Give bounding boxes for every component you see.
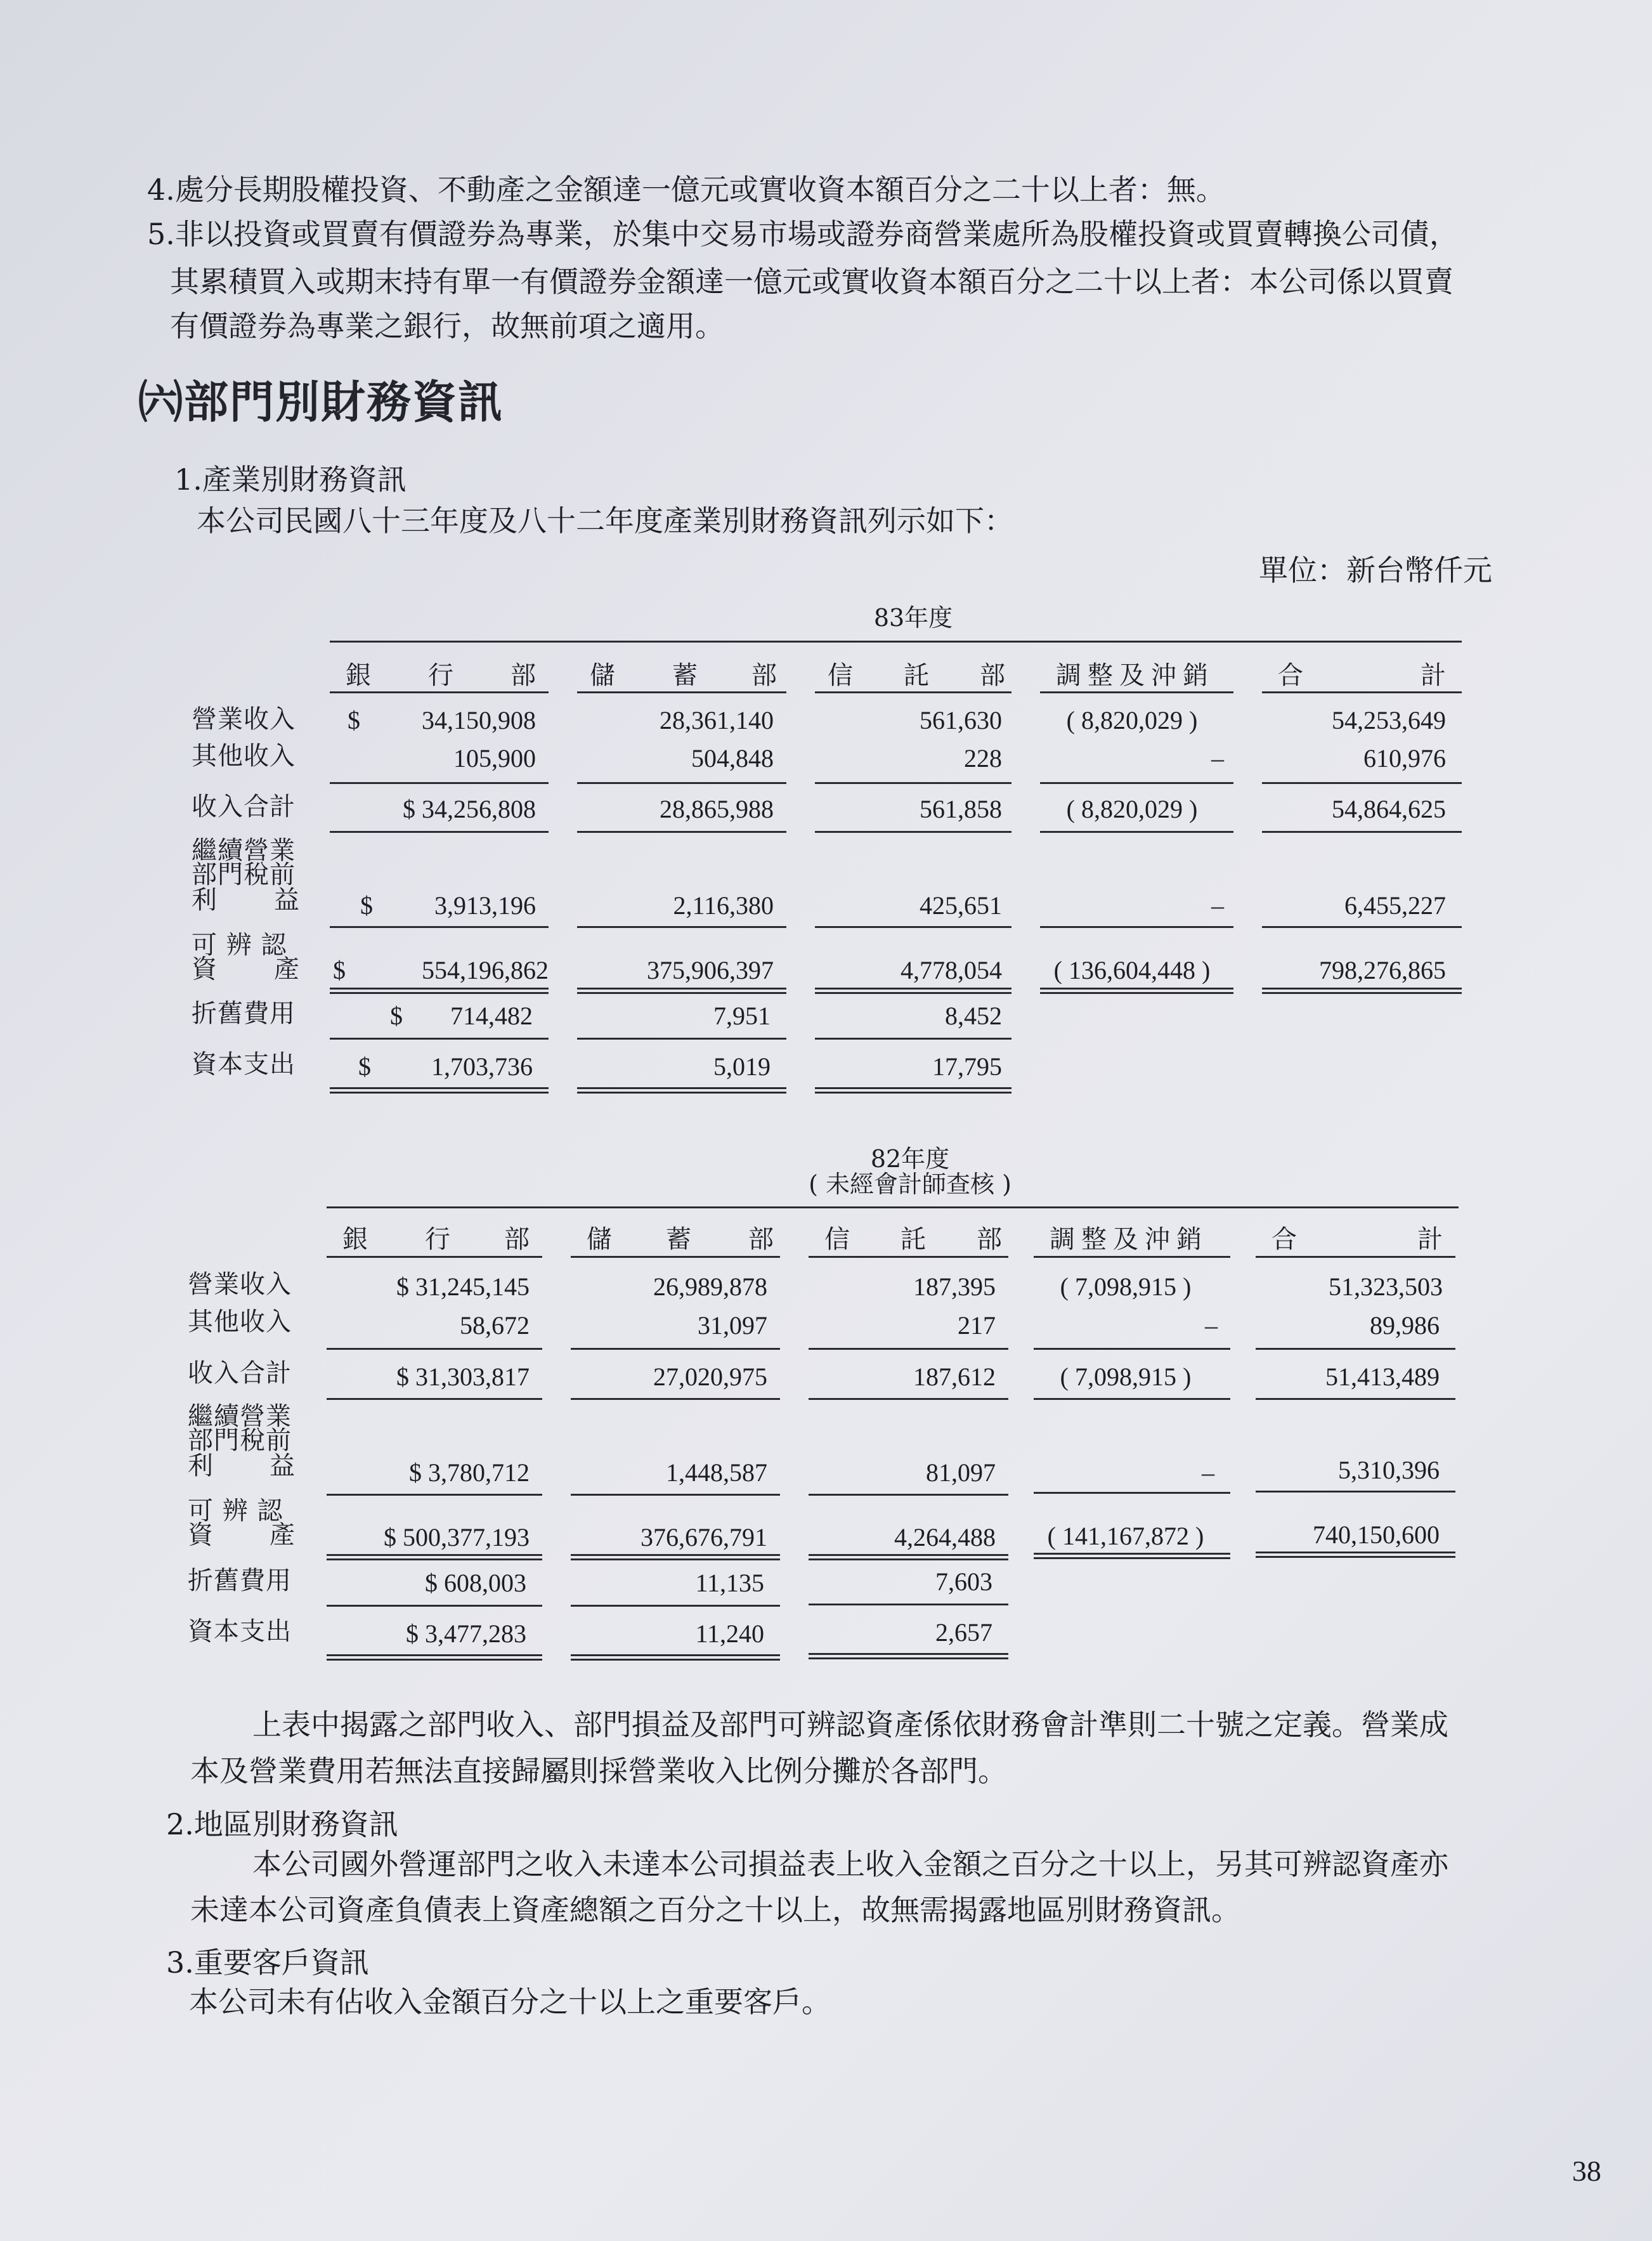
col-trust-char2: 託 — [901, 1225, 926, 1254]
underline — [1262, 782, 1462, 784]
underline — [577, 1038, 786, 1040]
underline — [1034, 1348, 1230, 1350]
cell-trust: 81,097 — [926, 1458, 996, 1487]
row-label-assets-l2a: 資 — [192, 955, 218, 984]
underline — [330, 782, 549, 784]
underline — [1262, 926, 1462, 928]
row-label-capex: 資本支出 — [192, 1050, 296, 1079]
cell-trust: 425,651 — [920, 891, 1002, 920]
item-4-text: 4.處分長期股權投資、不動產之金額達一億元或實收資本額百分之二十以上者：無。 — [147, 173, 1225, 207]
cell-adjust: ( 8,820,029 ) — [1066, 706, 1198, 735]
underline — [809, 1398, 1008, 1400]
dollar-sign: $ — [348, 706, 360, 735]
col-bank-char1: 銀 — [342, 1225, 368, 1254]
underline — [577, 782, 786, 784]
cell-trust: 17,795 — [932, 1052, 1002, 1081]
table-83-header-underline-savings — [577, 691, 786, 693]
unit-label: 單位：新台幣仟元 — [1259, 553, 1492, 587]
cell-adjust: – — [1211, 744, 1224, 773]
cell-adjust: ( 7,098,915 ) — [1060, 1362, 1192, 1391]
underline — [327, 1605, 542, 1607]
col-adjust: 調整及沖銷 — [1050, 1225, 1208, 1254]
cell-adjust: ( 141,167,872 ) — [1047, 1522, 1204, 1550]
underline — [571, 1494, 780, 1496]
row-label-depreciation: 折舊費用 — [192, 999, 296, 1028]
row-label-op-income: 營業收入 — [192, 705, 296, 734]
cell-total: 610,976 — [1363, 744, 1446, 773]
table-83-header-underline-adjust — [1040, 691, 1233, 693]
underline — [815, 1038, 1011, 1040]
cell-total: 51,413,489 — [1325, 1362, 1440, 1391]
cell-savings: 376,676,791 — [641, 1523, 767, 1552]
double-underline — [571, 1654, 780, 1661]
underline — [577, 926, 786, 928]
cell-trust: 187,395 — [913, 1272, 996, 1301]
row-label-op-income: 營業收入 — [188, 1270, 292, 1299]
col-bank-char3: 部 — [504, 1225, 530, 1254]
table-82-header-underline-bank — [327, 1256, 542, 1258]
col-total-char2: 計 — [1421, 661, 1446, 690]
row-label-assets-l1: 可 辨 認 — [188, 1496, 283, 1526]
cell-total: 51,323,503 — [1329, 1272, 1443, 1301]
cell-adjust: ( 136,604,448 ) — [1053, 956, 1211, 984]
table-83-year: 83年度 — [873, 604, 953, 632]
underline — [1256, 1491, 1455, 1493]
row-label-pretax-l2: 部門稅前 — [192, 860, 296, 889]
underline — [327, 1494, 542, 1496]
dollar-sign: $ — [333, 956, 346, 984]
cell-adjust: ( 8,820,029 ) — [1066, 795, 1198, 823]
cell-trust: 187,612 — [913, 1362, 996, 1391]
col-bank-char1: 銀 — [346, 661, 371, 690]
footnote-line-1: 上表中揭露之部門收入、部門損益及部門可辨認資產係依財務會計準則二十號之定義。營業成 — [252, 1708, 1448, 1742]
underline — [327, 1348, 542, 1350]
col-trust-char3: 部 — [977, 1225, 1002, 1254]
underline — [577, 831, 786, 833]
cell-bank: 1,703,736 — [431, 1052, 533, 1081]
row-label-assets-l2a: 資 — [188, 1520, 214, 1550]
col-total-char1: 合 — [1272, 1225, 1297, 1254]
footnote-line-2: 本及營業費用若無法直接歸屬則採營業收入比例分攤於各部門。 — [190, 1754, 1007, 1788]
underline — [1262, 831, 1462, 833]
underline — [1034, 1398, 1230, 1400]
double-underline — [1034, 1553, 1230, 1559]
cell-bank: $ 31,303,817 — [396, 1362, 530, 1391]
cell-bank: 554,196,862 — [422, 956, 549, 984]
underline — [809, 1348, 1008, 1350]
row-label-other-income: 其他收入 — [192, 742, 296, 771]
cell-savings: 11,135 — [695, 1569, 764, 1597]
cell-adjust: – — [1205, 1311, 1218, 1340]
cell-trust: 217 — [958, 1311, 996, 1340]
cell-trust: 8,452 — [945, 1002, 1002, 1030]
row-label-depreciation: 折舊費用 — [188, 1566, 292, 1595]
cell-savings: 5,019 — [713, 1052, 771, 1081]
cell-total: 798,276,865 — [1319, 956, 1446, 984]
col-bank-char3: 部 — [511, 661, 536, 690]
cell-total: 740,150,600 — [1313, 1520, 1440, 1549]
row-label-pretax-l3b: 益 — [274, 885, 300, 915]
row-label-pretax-l3b: 益 — [270, 1451, 296, 1480]
item-5-line-1: 5.非以投資或買賣有價證券為專業，於集中交易市場或證券商營業處所為股權投資或買賣轉換公司債， — [147, 217, 1459, 251]
underline — [1256, 1398, 1455, 1400]
cell-bank: $ 3,477,283 — [406, 1619, 526, 1648]
col-total-char1: 合 — [1278, 661, 1303, 690]
table-83-top-rule — [330, 641, 1462, 643]
item-5-line-2: 其累積買入或期末持有單一有價證券金額達一億元或實收資本額百分之二十以上者：本公司係以買賣 — [170, 265, 1454, 299]
double-underline — [577, 988, 786, 994]
col-adjust: 調整及沖銷 — [1056, 661, 1214, 690]
cell-trust: 7,603 — [935, 1567, 992, 1596]
double-underline — [327, 1554, 542, 1560]
item-5-line-3: 有價證券為專業之銀行，故無前項之適用。 — [170, 309, 724, 343]
row-label-pretax-l3a: 利 — [188, 1451, 214, 1480]
cell-savings: 1,448,587 — [666, 1458, 767, 1487]
underline — [1256, 1348, 1455, 1350]
cell-savings: 31,097 — [698, 1311, 767, 1340]
underline — [809, 1604, 1008, 1605]
double-underline — [809, 1653, 1008, 1659]
cell-savings: 11,240 — [695, 1619, 764, 1648]
row-label-assets-l1: 可 辨 認 — [192, 931, 287, 960]
underline — [330, 831, 549, 833]
double-underline — [815, 1087, 1011, 1094]
dollar-sign: $ — [390, 1002, 403, 1030]
cell-bank: 105,900 — [453, 744, 536, 773]
cell-adjust: – — [1202, 1458, 1214, 1487]
section-2-line-2: 未達本公司資產負債表上資產總額之百分之十以上，故無需揭露地區別財務資訊。 — [190, 1893, 1240, 1927]
row-label-assets-l2b: 產 — [270, 1520, 296, 1550]
underline — [815, 926, 1011, 928]
section-1-title: 1.產業別財務資訊 — [174, 462, 406, 497]
double-underline — [1256, 1552, 1455, 1558]
cell-savings: 2,116,380 — [673, 891, 774, 920]
row-label-total-income: 收入合計 — [192, 792, 296, 821]
table-82-top-rule — [327, 1206, 1459, 1208]
cell-savings: 7,951 — [713, 1002, 771, 1030]
col-trust-char1: 信 — [824, 1225, 850, 1254]
double-underline — [571, 1554, 780, 1560]
col-savings-char2: 蓄 — [666, 1225, 691, 1254]
cell-bank: $ 500,377,193 — [384, 1523, 530, 1552]
double-underline — [330, 988, 549, 994]
cell-total: 89,986 — [1370, 1311, 1440, 1340]
row-label-total-income: 收入合計 — [188, 1359, 292, 1388]
double-underline — [327, 1654, 542, 1661]
section-3-title: 3.重要客戶資訊 — [166, 1945, 369, 1980]
underline — [815, 782, 1011, 784]
double-underline — [577, 1087, 786, 1094]
underline — [571, 1605, 780, 1607]
table-82-year: 82年度 — [870, 1145, 950, 1173]
cell-bank: $ 31,245,145 — [396, 1272, 530, 1301]
col-savings-char3: 部 — [751, 661, 777, 690]
underline — [1040, 831, 1233, 833]
col-savings-char2: 蓄 — [672, 661, 698, 690]
section-heading: ㈥部門別財務資訊 — [138, 376, 504, 428]
cell-savings: 27,020,975 — [653, 1362, 767, 1391]
cell-adjust: – — [1211, 891, 1224, 920]
table-82-year-note: ( 未經會計師查核 ) — [809, 1170, 1011, 1198]
row-label-pretax-l3a: 利 — [192, 885, 218, 915]
underline — [1034, 1492, 1230, 1494]
col-total-char2: 計 — [1417, 1225, 1443, 1254]
underline — [330, 926, 549, 928]
col-savings-char1: 儲 — [587, 1225, 612, 1254]
col-bank-char2: 行 — [428, 661, 453, 690]
cell-trust: 561,630 — [920, 706, 1002, 735]
dollar-sign: $ — [360, 891, 373, 920]
cell-total: 6,455,227 — [1344, 891, 1446, 920]
cell-savings: 375,906,397 — [647, 956, 774, 984]
underline — [330, 1038, 549, 1040]
cell-bank: 714,482 — [450, 1002, 533, 1030]
double-underline — [1040, 988, 1233, 994]
cell-bank: 34,150,908 — [422, 706, 536, 735]
underline — [1040, 926, 1233, 928]
table-83-header-underline-bank — [330, 691, 549, 693]
section-2-line-1: 本公司國外營運部門之收入未達本公司損益表上收入金額之百分之十以上，另其可辨認資產亦 — [252, 1847, 1448, 1881]
cell-trust: 561,858 — [920, 795, 1002, 823]
underline — [815, 831, 1011, 833]
dollar-sign: $ — [358, 1052, 371, 1081]
underline — [571, 1348, 780, 1350]
cell-total: 54,864,625 — [1332, 795, 1446, 823]
col-bank-char2: 行 — [425, 1225, 450, 1254]
double-underline — [809, 1554, 1008, 1560]
row-label-assets-l2b: 產 — [274, 955, 300, 984]
table-82-header-underline-savings — [571, 1256, 780, 1258]
row-label-pretax-l1: 繼續營業 — [188, 1402, 292, 1431]
cell-bank: $ 3,780,712 — [409, 1458, 530, 1487]
underline — [327, 1398, 542, 1400]
cell-bank: 3,913,196 — [434, 891, 536, 920]
cell-bank: $ 608,003 — [425, 1569, 526, 1597]
double-underline — [1262, 988, 1462, 994]
cell-adjust: ( 7,098,915 ) — [1060, 1272, 1192, 1301]
cell-total: 5,310,396 — [1338, 1456, 1440, 1484]
cell-savings: 28,361,140 — [660, 706, 774, 735]
table-82-header-underline-adjust — [1034, 1256, 1230, 1258]
row-label-other-income: 其他收入 — [188, 1307, 292, 1336]
section-3-line-1: 本公司未有佔收入金額百分之十以上之重要客戶。 — [189, 1985, 831, 2019]
cell-total: 54,253,649 — [1332, 706, 1446, 735]
col-trust-char2: 託 — [904, 661, 929, 690]
col-trust-char1: 信 — [828, 661, 853, 690]
cell-savings: 26,989,878 — [653, 1272, 767, 1301]
table-82-header-underline-trust — [809, 1256, 1008, 1258]
table-83-header-underline-total — [1262, 691, 1462, 693]
cell-bank: 58,672 — [460, 1311, 530, 1340]
row-label-capex: 資本支出 — [188, 1617, 292, 1646]
cell-trust: 228 — [964, 744, 1002, 773]
section-2-title: 2.地區別財務資訊 — [166, 1807, 398, 1841]
double-underline — [815, 988, 1011, 994]
cell-savings: 28,865,988 — [660, 795, 774, 823]
col-savings-char1: 儲 — [590, 661, 615, 690]
row-label-pretax-l1: 繼續營業 — [192, 836, 296, 865]
col-savings-char3: 部 — [748, 1225, 774, 1254]
double-underline — [330, 1087, 549, 1094]
cell-trust: 4,778,054 — [901, 956, 1002, 984]
table-82-header-underline-total — [1256, 1256, 1455, 1258]
table-83-header-underline-trust — [815, 691, 1011, 693]
col-trust-char3: 部 — [980, 661, 1005, 690]
section-1-intro: 本公司民國八十三年度及八十二年度產業別財務資訊列示如下： — [197, 504, 1013, 538]
cell-trust: 2,657 — [935, 1618, 992, 1647]
underline — [571, 1398, 780, 1400]
underline — [1040, 782, 1233, 784]
cell-trust: 4,264,488 — [894, 1523, 996, 1552]
underline — [809, 1494, 1008, 1496]
cell-bank: $ 34,256,808 — [403, 795, 536, 823]
row-label-pretax-l2: 部門稅前 — [188, 1426, 292, 1455]
page-number: 38 — [1572, 2155, 1601, 2187]
cell-savings: 504,848 — [691, 744, 774, 773]
